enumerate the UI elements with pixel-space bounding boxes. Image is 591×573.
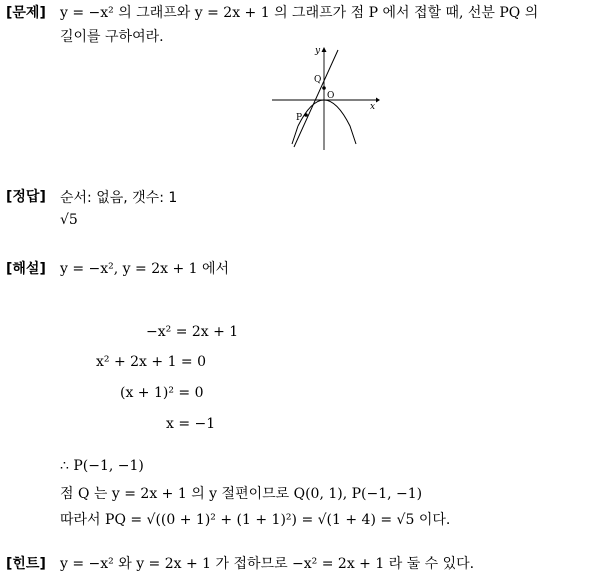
equation-4: x = −1	[166, 416, 216, 432]
problem-line-1: y = −x² 의 그래프와 y = 2x + 1 의 그래프가 점 P 에서 접할 때, 선분 PQ 의	[60, 5, 539, 21]
parabola-curve	[298, 100, 356, 144]
point-q	[322, 86, 326, 90]
x-axis-label: x	[370, 102, 376, 112]
solution-step-2: 점 Q 는 y = 2x + 1 의 y 절편이므로 Q(0, 1), P(−1, −1)	[60, 486, 423, 502]
equation-3: (x + 1)² = 0	[120, 385, 204, 401]
point-p	[304, 113, 308, 117]
p-label: P	[296, 113, 303, 123]
equation-1: −x² = 2x + 1	[146, 324, 239, 340]
answer-meta: 순서: 없음, 갯수: 1	[60, 190, 178, 206]
problem-tag: [문제]	[6, 5, 46, 21]
origin-label: O	[327, 91, 335, 101]
solution-intro: y = −x², y = 2x + 1 에서	[60, 261, 230, 277]
x-axis-arrow	[376, 98, 380, 103]
solution-step-3: 따라서 PQ = √((0 + 1)² + (1 + 1)²) = √(1 + 4) = √5 이다.	[60, 512, 451, 528]
equation-2: x² + 2x + 1 = 0	[96, 354, 207, 370]
y-axis-arrow	[322, 47, 327, 52]
hint-text: y = −x² 와 y = 2x + 1 가 접하므로 −x² = 2x + 1 라 둘 수 있다.	[60, 556, 475, 572]
problem-line-2: 길이를 구하여라.	[60, 29, 164, 45]
answer-value: √5	[60, 212, 78, 228]
hint-tag: [힌트]	[6, 556, 46, 572]
solution-step-1: ∴ P(−1, −1)	[60, 458, 144, 474]
parabola-tangent-graph	[272, 44, 382, 152]
y-axis-label: y	[315, 46, 321, 56]
q-label: Q	[314, 75, 322, 85]
solution-tag: [해설]	[6, 261, 46, 277]
answer-tag: [정답]	[6, 189, 46, 205]
